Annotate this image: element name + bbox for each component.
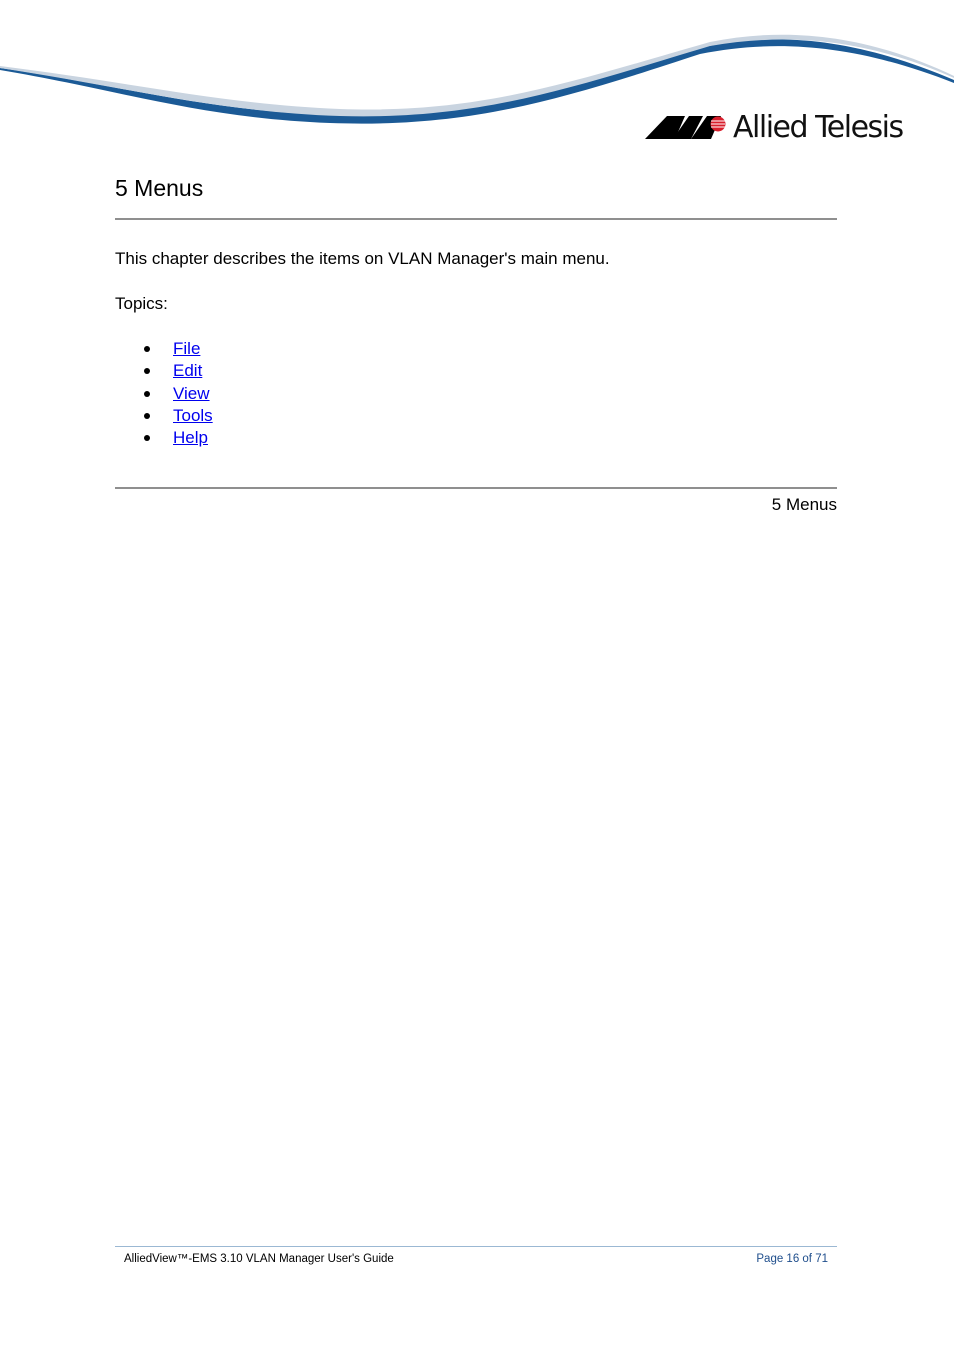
page-title: 5 Menus	[115, 175, 204, 201]
footer-page-number: Page 16 of 71	[756, 1253, 828, 1265]
bullet-icon	[144, 435, 150, 441]
topic-link-edit[interactable]: Edit	[173, 361, 203, 381]
logo-mark-icon	[645, 116, 726, 139]
bullet-icon	[144, 368, 150, 374]
footer-divider	[115, 1246, 837, 1247]
topic-link-help[interactable]: Help	[173, 428, 208, 448]
list-item	[115, 405, 213, 427]
title-divider	[115, 218, 837, 220]
bullet-icon	[144, 413, 150, 419]
bullet-icon	[144, 346, 150, 352]
list-item	[115, 360, 213, 382]
topic-link-tools[interactable]: Tools	[173, 405, 213, 425]
section-divider	[115, 487, 837, 489]
section-footer-label: 5 Menus	[771, 495, 837, 514]
bullet-icon	[144, 391, 150, 397]
footer-document-title: AlliedView™-EMS 3.10 VLAN Manager User's Guide	[124, 1253, 394, 1265]
list-item	[115, 383, 213, 405]
topic-link-file[interactable]: File	[173, 339, 201, 358]
logo-wordmark: Allied Telesis	[733, 110, 903, 145]
topics-label: Topics:	[115, 294, 168, 313]
intro-paragraph: This chapter describes the items on VLAN Manager's main menu.	[115, 249, 610, 268]
topic-link-view[interactable]: View	[173, 383, 210, 403]
list-item	[115, 338, 213, 360]
list-item	[115, 427, 213, 449]
topic-list	[115, 338, 213, 449]
